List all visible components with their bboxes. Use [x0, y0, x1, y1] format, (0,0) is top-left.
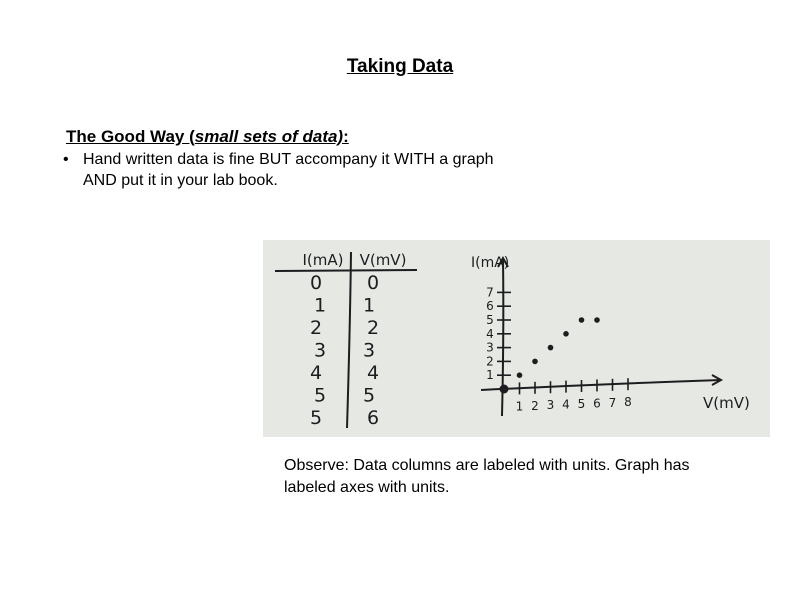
table-cell-voltage: 1: [362, 294, 376, 317]
y-tick-label: 4: [486, 326, 494, 341]
bullet-list: [63, 149, 553, 191]
data-point: [594, 317, 600, 323]
table-cell-current: 3: [313, 339, 327, 362]
handwritten-data-photo: [263, 240, 770, 437]
bullet-line-2: AND put it in your lab book.: [83, 172, 278, 189]
data-point: [517, 372, 523, 378]
x-tick-label: 6: [593, 396, 601, 411]
table-rows: [310, 272, 379, 429]
graph-x-axis-label: V(mV): [703, 394, 750, 412]
section-heading: [66, 127, 349, 147]
table-cell-voltage: 0: [366, 272, 380, 294]
table-cell-current: 0: [309, 272, 323, 294]
table-cell-voltage: 2: [366, 317, 380, 339]
table-cell-current: 5: [313, 384, 327, 407]
y-tick-label: 1: [486, 368, 494, 383]
table-cell-voltage: 4: [366, 362, 380, 384]
graph-y-axis-label: I(mA): [471, 255, 510, 271]
x-tick-label: 4: [562, 397, 570, 412]
x-tick-label: 5: [577, 397, 586, 411]
heading-italic: small sets of data): [194, 127, 344, 146]
table-cell-current: 1: [313, 294, 327, 317]
heading-suffix: :: [343, 127, 349, 146]
note-line-1: Observe: Data columns are labeled with units. Graph has: [284, 457, 690, 474]
x-tick-label: 8: [624, 395, 632, 410]
graph-marks: [486, 285, 632, 413]
note-line-2: labeled axes with units.: [284, 479, 450, 496]
table-cell-voltage: 6: [366, 407, 380, 429]
heading-prefix: The Good Way (: [66, 127, 195, 146]
data-point: [579, 317, 585, 323]
x-tick-label: 2: [531, 398, 539, 413]
table-cell-current: 5: [309, 407, 323, 429]
y-tick-label: 2: [486, 354, 494, 369]
data-point: [500, 385, 509, 394]
bullet-item: [63, 149, 553, 191]
table-column-divider: [347, 252, 351, 428]
data-table: [275, 251, 417, 429]
x-tick-label: 1: [515, 399, 524, 414]
bullet-icon: •: [63, 151, 69, 168]
slide-title: Taking Data: [346, 56, 454, 77]
bullet-line-1: Hand written data is fine BUT accompany it WITH a graph: [83, 151, 494, 168]
data-point: [548, 345, 554, 351]
table-cell-current: 4: [309, 362, 323, 384]
table-header-rule: [275, 270, 417, 271]
current-voltage-graph: [471, 255, 750, 416]
data-point: [532, 359, 538, 365]
y-tick-label: 3: [486, 340, 494, 355]
handwritten-sketch: [263, 240, 770, 437]
observation-note: [284, 455, 754, 499]
table-cell-voltage: 3: [362, 339, 376, 362]
x-tick-label: 7: [608, 395, 617, 410]
data-point: [563, 331, 569, 337]
y-tick-label: 6: [486, 299, 494, 314]
y-tick-label: 7: [486, 285, 494, 300]
table-header-voltage: V(mV): [359, 251, 407, 269]
graph-x-axis: [481, 380, 721, 390]
table-cell-voltage: 5: [362, 384, 376, 407]
table-header-current: I(mA): [302, 251, 344, 269]
table-cell-current: 2: [309, 317, 323, 339]
y-tick-label: 5: [486, 313, 494, 327]
x-tick-label: 3: [546, 398, 555, 413]
